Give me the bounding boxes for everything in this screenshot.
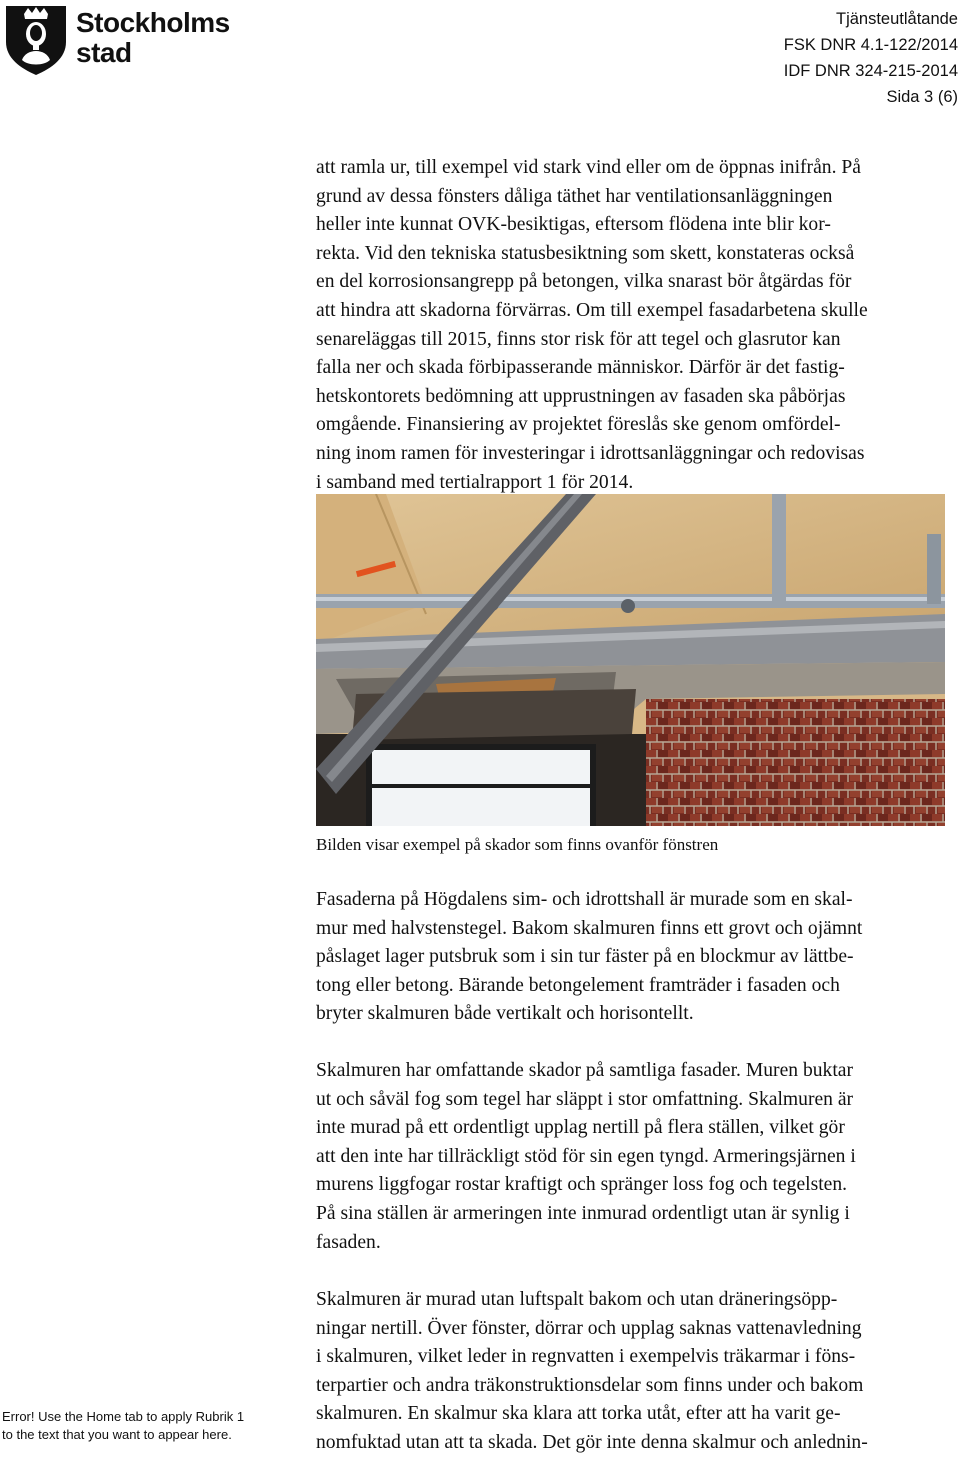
text-line: Skalmuren har omfattande skador på samtliga fasader. Muren buktar [316, 1060, 854, 1081]
text-line: inte murad på ett ordentligt upplag nertill på flera ställen, vilket gör [316, 1117, 845, 1139]
text-line: ut och såväl fog som tegel har släppt i stor omfattning. Skalmuren är [316, 1088, 854, 1110]
text-line: i skalmuren, vilket leder in regnvatten i exempelvis träkarmar i föns- [316, 1346, 856, 1368]
text-line: murens liggfogar rostar kraftigt och spränger loss fog och tegelsten. [316, 1174, 848, 1196]
text-line: senareläggas till 2015, finns stor risk för att tegel och glasrutor kan [316, 328, 841, 350]
text-line: Fasaderna på Högdalens sim- och idrottshall är murade som en skal- [316, 889, 853, 910]
paragraph-top [316, 154, 958, 497]
page-number: Sida 3 (6) [886, 88, 958, 106]
text-line: terpartier och andra träkonstruktionsdelar som finns under och bakom [316, 1374, 864, 1396]
text-line: ning inom ramen för investeringar i idrottsanläggningar och redovisas [316, 442, 865, 464]
text-line: i samband med tertialrapport 1 för 2014. [316, 471, 634, 493]
footer-rubrik-error [2, 1408, 282, 1444]
text-line: tong eller betong. Bärande betongelement framträder i fasaden och [316, 974, 840, 996]
text-line: nomfuktad utan att ta skada. Det gör inte denna skalmur och anlednin- [316, 1431, 868, 1453]
logo-text-line1: Stockholms [76, 7, 230, 38]
photo-caption: Bilden visar exempel på skador som finns ovanför fönstren [316, 835, 719, 854]
footer-error-line1: Error! Use the Home tab to apply Rubrik 1 [2, 1409, 245, 1424]
text-line: en del korrosionsangrepp på betongen, vilka snarast bör åtgärdas för [316, 271, 852, 293]
city-crest-icon [4, 2, 68, 76]
text-line: ningar nertill. Över fönster, dörrar och upplag saknas vattenavledning [316, 1317, 862, 1339]
text-line: omgående. Finansiering av projektet föreslås ske genom omfördel- [316, 414, 841, 436]
text-line: fasaden. [316, 1231, 381, 1253]
text-line: grund av dessa fönsters dåliga täthet har ventilationsanläggningen [316, 185, 833, 207]
text-line: mur med halvstenstegel. Bakom skalmuren finns ett grovt och ojämnt [316, 917, 863, 939]
paragraph-3 [316, 1057, 958, 1257]
text-line: Skalmuren är murad utan luftspalt bakom och utan dräneringsöpp- [316, 1289, 838, 1310]
text-line: hetskontorets bedömning att upprustningen av fasaden ska påbörjas [316, 385, 846, 407]
paragraph-4 [316, 1286, 958, 1458]
text-line: rekta. Vid den tekniska statusbesiktning som skett, konstateras också [316, 242, 855, 264]
idf-dnr: IDF DNR 324-215-2014 [783, 62, 958, 80]
text-line: påslaget lager putsbruk som i sin tur fäster på en blockmur av lättbe- [316, 946, 854, 968]
text-line: att ramla ur, till exempel vid stark vind eller om de öppnas inifrån. På [316, 157, 861, 178]
text-line: heller inte kunnat OVK-besiktigas, eftersom flödena inte blir kor- [316, 214, 831, 236]
fsk-dnr: FSK DNR 4.1-122/2014 [783, 36, 958, 54]
text-line: att den inte har tillräckligt stöd för sin egen tyngd. Armeringsjärnen i [316, 1145, 856, 1167]
document-type: Tjänsteutlåtande [835, 10, 958, 28]
text-line: På sina ställen är armeringen inte inmurad ordentligt utan är synlig i [316, 1202, 850, 1224]
footer-error-line2: to the text that you want to appear here. [2, 1427, 232, 1442]
stockholms-stad-logo [4, 2, 234, 78]
paragraph-2 [316, 886, 958, 1029]
text-line: bryter skalmuren både vertikalt och horisontellt. [316, 1003, 694, 1025]
text-line: att hindra att skadorna förvärras. Om till exempel fasadarbetena skulle [316, 299, 868, 321]
document-header [784, 6, 958, 110]
facade-damage-photo [316, 494, 945, 826]
text-line: falla ner och skada förbipasserande människor. Därför är det fastig- [316, 357, 845, 379]
logo-text-line2: stad [76, 37, 132, 68]
text-line: skalmuren. En skalmur ska klara att torka utåt, efter att ha varit ge- [316, 1403, 841, 1425]
